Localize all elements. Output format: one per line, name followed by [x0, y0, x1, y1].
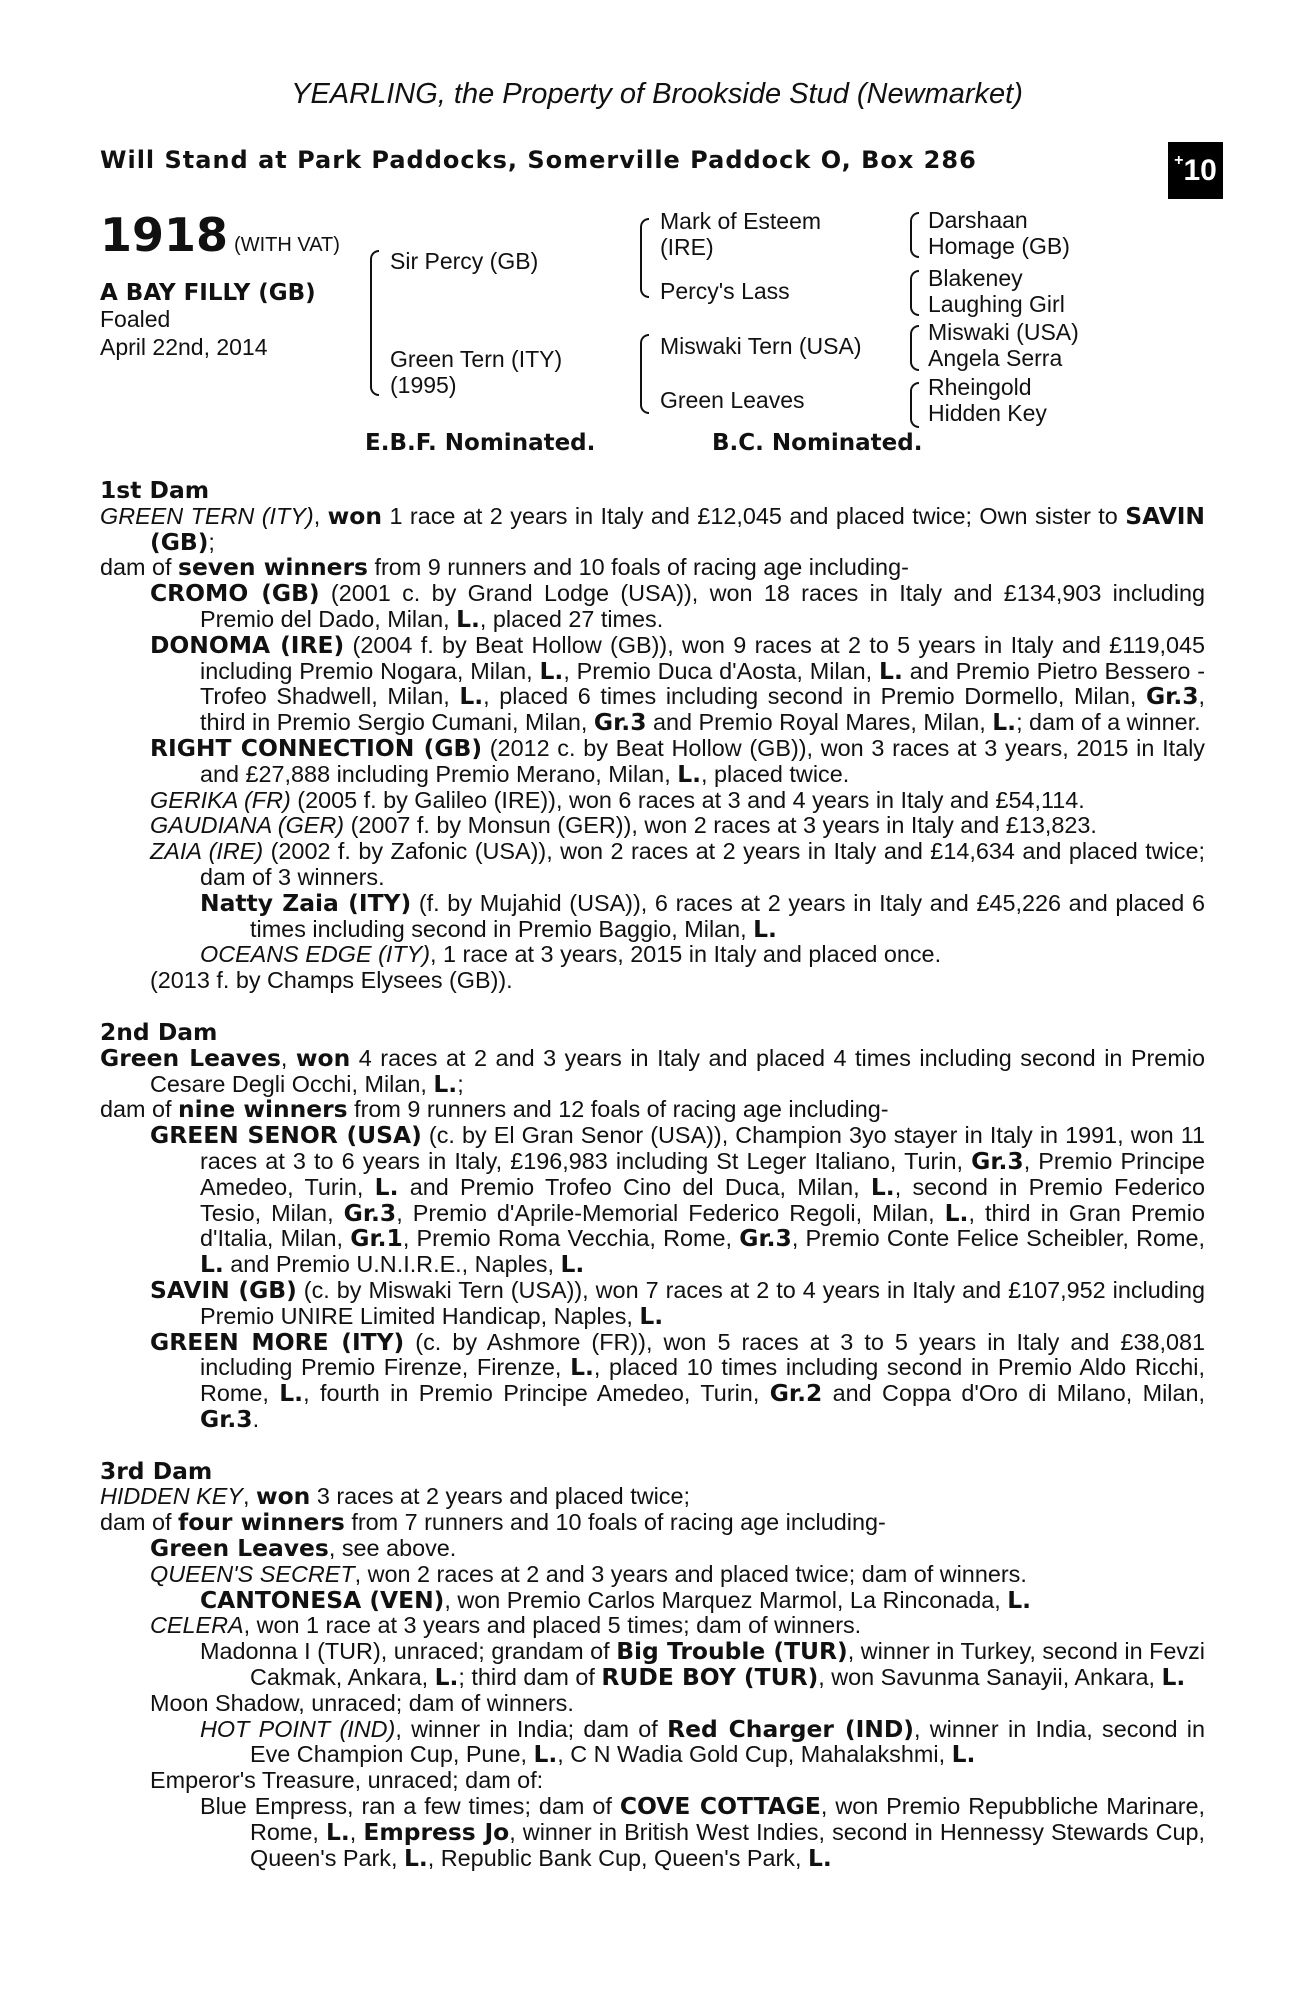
- italic-text: ZAIA (IRE): [150, 838, 264, 865]
- foaled-label: Foaled: [100, 306, 171, 332]
- bold-text: Red Charger (IND): [667, 1714, 914, 1743]
- section-gap: [100, 994, 1205, 1020]
- bold-text: L.: [456, 604, 480, 633]
- entry-text: Moon Shadow, unraced; dam of winners.: [150, 1689, 574, 1716]
- bold-text: Gr.1: [350, 1224, 403, 1253]
- entry-text: , C N Wadia Gold Cup, Mahalakshmi,: [557, 1741, 952, 1768]
- entry-text: (f. by Mujahid (USA)), 6 races at 2 years in Italy and £45,226 and placed 6 times including second in Premio Baggio, Milan,: [250, 889, 1206, 942]
- italic-text: QUEEN'S SECRET: [150, 1560, 355, 1587]
- bold-text: Gr.3: [971, 1146, 1024, 1175]
- bold-text: COVE COTTAGE: [619, 1792, 821, 1821]
- bold-text: L.: [279, 1379, 304, 1408]
- entry-text: from 9 runners and 12 foals of racing age including-: [347, 1096, 889, 1123]
- entry-text: (c. by El Gran Senor (USA)), Champion 3yo stayer in Italy in 1991, won 11 races at 3 to 6 years in Italy, £196,983 including St Leger Italiano, Turin,: [200, 1122, 1205, 1174]
- family-entry: [100, 942, 1205, 968]
- entry-text: ,: [313, 502, 328, 529]
- family-entry: [100, 1562, 1205, 1588]
- entry-text: , winner in India, second in Eve Champion Cup, Pune,: [250, 1715, 1205, 1768]
- entry-text: (2013 f. by Champs Elysees (GB)).: [150, 967, 513, 994]
- entry-text: dam of: [100, 1509, 179, 1536]
- bold-text: SAVIN (GB): [150, 1275, 297, 1304]
- entry-text: (2004 f. by Beat Hollow (GB)), won 9 races at 2 to 5 years in Italy and £119,045 including Premio Nogara, Milan,: [200, 631, 1206, 684]
- entry-text: ;: [457, 1070, 464, 1097]
- sire-dam: Percy's Lass: [660, 278, 790, 304]
- sire-sire: [660, 208, 821, 260]
- bold-text: L.: [200, 1250, 224, 1279]
- bold-text: Natty Zaia (ITY): [200, 888, 412, 917]
- sire-sire-dam: Homage (GB): [928, 233, 1070, 259]
- family-entry: [100, 1510, 1205, 1536]
- entry-text: dam of: [100, 554, 179, 581]
- dam-heading: 1st Dam: [100, 476, 210, 504]
- bold-text: GREEN SENOR (USA): [150, 1121, 422, 1150]
- entry-text: , Premio d'Aprile-Memorial Federico Regoli, Milan,: [396, 1199, 945, 1226]
- entry-text: , placed 10 times including second in Premio Aldo Ricchi, Rome,: [200, 1354, 1205, 1407]
- brace-generation-1: [370, 250, 379, 396]
- family-notes: [100, 478, 1205, 1871]
- family-entry: [100, 968, 1205, 994]
- entry-text: ,: [242, 1483, 256, 1510]
- entry-text: from 9 runners and 10 foals of racing age including-: [367, 554, 909, 581]
- bold-text: L.: [870, 1172, 895, 1201]
- italic-text: GERIKA (FR): [150, 786, 291, 813]
- family-entry: [100, 1275, 1205, 1330]
- entry-text: and Premio Pietro Bessero - Trofeo Shadwell, Milan,: [200, 657, 1206, 710]
- dam: [390, 346, 562, 398]
- stand-location: Will Stand at Park Paddocks, Somerville Paddock O, Box 286: [100, 146, 977, 174]
- bold-text: seven winners: [178, 553, 368, 582]
- family-entry: [100, 788, 1205, 814]
- family-entry: [100, 1639, 1205, 1691]
- family-entry: [100, 501, 1205, 556]
- family-entry: [100, 1613, 1205, 1639]
- entry-text: ; third dam of: [458, 1664, 602, 1691]
- entry-text: , third in Gran Premio d'Italia, Milan,: [200, 1199, 1205, 1252]
- family-entry: [100, 1768, 1205, 1794]
- entry-text: , placed 6 times including second in Premio Dormello, Milan,: [483, 683, 1146, 710]
- brace-gen3-d: [910, 382, 919, 428]
- bold-text: L.: [533, 1740, 558, 1769]
- bold-text: four winners: [178, 1508, 345, 1537]
- bold-text: L.: [560, 1250, 585, 1279]
- gen3-b: [928, 265, 1065, 317]
- bold-text: RUDE BOY (TUR): [601, 1663, 819, 1692]
- entry-text: (2001 c. by Grand Lodge (USA)), won 18 races in Italy and £134,903 including Premio del Dado, Milan,: [200, 580, 1205, 632]
- family-entry: [100, 1794, 1205, 1871]
- entry-text: , fourth in Premio Principe Amedeo, Turin,: [303, 1380, 770, 1407]
- entry-text: and Premio Trofeo Cino del Duca, Milan,: [398, 1173, 871, 1200]
- entry-text: , placed twice.: [701, 760, 850, 787]
- dam-sire: Miswaki Tern (USA): [660, 333, 862, 359]
- entry-text: , won 1 race at 3 years and placed 5 times; dam of winners.: [243, 1612, 862, 1639]
- bold-text: L.: [459, 682, 484, 711]
- dam-dam-dam: Hidden Key: [928, 400, 1047, 426]
- family-entry: [100, 1043, 1206, 1098]
- entry-text: , Premio Conte Felice Scheibler, Rome,: [791, 1225, 1205, 1252]
- bold-text: L.: [403, 1843, 428, 1872]
- entry-text: , won Premio Repubbliche Marinare, Rome,: [250, 1793, 1206, 1845]
- dam-sire-sire: Miswaki (USA): [928, 319, 1079, 345]
- entry-text: ,: [349, 1818, 364, 1845]
- bold-text: Green Leaves: [150, 1534, 329, 1563]
- sire-dam-dam: Laughing Girl: [928, 291, 1065, 317]
- bold-text: Gr.3: [593, 708, 647, 737]
- entry-text: , placed 27 times.: [479, 605, 664, 632]
- family-entry: [100, 888, 1206, 943]
- entry-text: , 1 race at 3 years, 2015 in Italy and placed once.: [430, 941, 942, 968]
- bold-text: nine winners: [178, 1095, 348, 1124]
- entry-text: Emperor's Treasure, unraced; dam of:: [150, 1767, 544, 1794]
- dam-sire-dam: Angela Serra: [928, 345, 1063, 371]
- badge-number: 10: [1183, 153, 1217, 187]
- entry-text: 1 race at 2 years in Italy and £12,045 and placed twice; Own sister to: [382, 502, 1126, 529]
- entry-text: 4 races at 2 and 3 years in Italy and placed 4 times including second in Premio Cesare Degli Occhi, Milan,: [150, 1044, 1206, 1097]
- bold-text: won: [295, 1043, 351, 1072]
- family-entry: [100, 1097, 1205, 1123]
- italic-text: GREEN TERN (ITY): [100, 502, 314, 529]
- bold-text: GREEN MORE (ITY): [150, 1327, 405, 1356]
- bold-text: L.: [539, 656, 564, 685]
- bold-text: Big Trouble (TUR): [616, 1637, 848, 1666]
- entry-text: , won Savunma Sanayii, Ankara,: [818, 1664, 1162, 1691]
- family-entry: [100, 839, 1205, 891]
- bold-text: L.: [944, 1198, 969, 1227]
- entry-text: and Premio Royal Mares, Milan,: [646, 709, 993, 736]
- dam-heading: 3rd Dam: [100, 1456, 213, 1485]
- bold-text: Empress Jo: [363, 1817, 510, 1846]
- family-entry: [100, 1484, 1205, 1510]
- bold-text: CANTONESA (VEN): [200, 1585, 445, 1614]
- stable-badge: [1168, 142, 1223, 199]
- family-entry: [100, 555, 1205, 581]
- entry-text: Madonna I (TUR), unraced; grandam of: [200, 1638, 617, 1665]
- italic-text: GAUDIANA (GER): [150, 812, 345, 839]
- family-entry: [100, 1536, 1205, 1562]
- bold-text: L.: [570, 1353, 594, 1382]
- dam-dam-sire: Rheingold: [928, 374, 1032, 400]
- family-entry: [100, 733, 1205, 788]
- bold-text: L.: [433, 1069, 458, 1098]
- sire-sire-country: (IRE): [660, 234, 714, 260]
- bold-text: L.: [951, 1740, 976, 1769]
- entry-text: ; dam of a winner.: [1016, 709, 1201, 736]
- entry-text: (2007 f. by Monsun (GER)), won 2 races at 3 years in Italy and £13,823.: [344, 812, 1097, 839]
- entry-text: from 7 runners and 10 foals of racing age including-: [344, 1509, 886, 1536]
- italic-text: HIDDEN KEY: [100, 1483, 243, 1510]
- entry-text: , winner in Turkey, second in Fevzi Cakmak, Ankara,: [250, 1638, 1205, 1691]
- entry-text: , second in Premio Federico Tesio, Milan,: [200, 1173, 1205, 1226]
- entry-text: 3 races at 2 years and placed twice;: [310, 1483, 690, 1510]
- bold-text: L.: [992, 708, 1017, 737]
- bold-text: Gr.3: [200, 1404, 253, 1433]
- sire-dam-sire: Blakeney: [928, 265, 1023, 291]
- italic-text: HOT POINT (IND): [200, 1715, 396, 1742]
- gen3-a: [928, 207, 1070, 259]
- entry-text: (c. by Ashmore (FR)), won 5 races at 3 to 5 years in Italy and £38,081 including Premio Firenze, Firenze,: [200, 1328, 1206, 1381]
- bold-text: L.: [639, 1301, 664, 1330]
- family-entry: [100, 1691, 1205, 1717]
- brace-dam-line: [640, 334, 649, 414]
- bold-text: L.: [1161, 1663, 1186, 1692]
- brace-sire-line: [640, 218, 649, 298]
- bold-text: won: [327, 501, 383, 530]
- bold-text: L.: [1007, 1585, 1032, 1614]
- ebf-nomination: E.B.F. Nominated.: [365, 430, 596, 456]
- bold-text: CROMO (GB): [150, 579, 320, 608]
- entry-text: , Premio Principe Amedeo, Turin,: [200, 1147, 1206, 1200]
- italic-text: CELERA: [150, 1612, 244, 1639]
- family-entry: [100, 1123, 1205, 1278]
- entry-text: , won 2 races at 2 and 3 years and placed twice; dam of winners.: [354, 1560, 1027, 1587]
- entry-text: , third in Premio Sergio Cumani, Milan,: [200, 683, 1205, 736]
- bold-text: Gr.3: [739, 1224, 792, 1253]
- entry-text: Blue Empress, ran a few times; dam of: [200, 1793, 620, 1820]
- dam-dam: Green Leaves: [660, 387, 805, 413]
- family-entry: [100, 1714, 1205, 1769]
- bold-text: L.: [374, 1172, 399, 1201]
- badge-mark: +: [1174, 151, 1184, 169]
- bold-text: DONOMA (IRE): [150, 630, 345, 659]
- family-entry: [100, 630, 1206, 737]
- sire-sire-name: Mark of Esteem: [660, 208, 822, 234]
- brace-gen3-c: [910, 325, 919, 371]
- dam-name: Green Tern (ITY): [390, 346, 563, 372]
- bold-text: Green Leaves: [100, 1043, 281, 1072]
- section-gap: [100, 1433, 1205, 1459]
- dam-year: (1995): [390, 372, 457, 398]
- gen3-c: [928, 319, 1079, 371]
- page-title: YEARLING, the Property of Brookside Stud (Newmarket): [291, 78, 1023, 110]
- entry-text: , winner in British West Indies, second in Hennessy Stewards Cup, Queen's Park,: [250, 1818, 1205, 1871]
- brace-gen3-b: [910, 270, 919, 316]
- bc-nomination: B.C. Nominated.: [712, 430, 923, 456]
- entry-text: , winner in India; dam of: [395, 1715, 668, 1742]
- entry-text: (2012 c. by Beat Hollow (GB)), won 3 races at 3 years, 2015 in Italy and £27,888 including Premio Merano, Milan,: [200, 734, 1205, 787]
- dam-heading: 2nd Dam: [100, 1017, 218, 1046]
- entry-text: dam of: [100, 1096, 179, 1123]
- bold-text: L.: [434, 1663, 459, 1692]
- entry-text: and Coppa d'Oro di Milano, Milan,: [822, 1380, 1205, 1407]
- bold-text: Gr.2: [769, 1379, 823, 1408]
- entry-text: (c. by Miswaki Tern (USA)), won 7 races at 2 to 4 years in Italy and £107,952 including Premio UNIRE Limited Handicap, Naples,: [200, 1276, 1205, 1329]
- italic-text: OCEANS EDGE (ITY): [200, 941, 431, 968]
- entry-text: and Premio U.N.I.R.E., Naples,: [223, 1251, 561, 1278]
- bold-text: L.: [677, 759, 701, 788]
- entry-text: , Republic Bank Cup, Queen's Park,: [427, 1844, 808, 1871]
- family-entry: [100, 1585, 1205, 1614]
- entry-text: .: [252, 1405, 260, 1432]
- bold-text: Gr.3: [343, 1198, 397, 1227]
- foaled-date: April 22nd, 2014: [100, 334, 268, 360]
- lot-number: [100, 208, 340, 262]
- entry-text: (2005 f. by Galileo (IRE)), won 6 races at 3 and 4 years in Italy and £54,114.: [290, 786, 1085, 813]
- family-entry: [100, 1327, 1206, 1433]
- lot-description: A BAY FILLY (GB): [100, 280, 316, 306]
- sire: Sir Percy (GB): [390, 248, 539, 274]
- entry-text: , Premio Roma Vecchia, Rome,: [402, 1225, 740, 1252]
- vat-note: (WITH VAT): [234, 234, 340, 256]
- bold-text: L.: [808, 1843, 832, 1872]
- bold-text: L.: [753, 914, 777, 943]
- family-entry: [100, 581, 1205, 633]
- bold-text: SAVIN (GB): [150, 501, 1205, 556]
- brace-gen3-a: [910, 212, 919, 258]
- entry-text: ;: [208, 528, 215, 555]
- foaled-info: [100, 305, 268, 361]
- lot-number-value: 1918: [100, 208, 229, 262]
- bold-text: L.: [879, 656, 903, 685]
- entry-text: , Premio Duca d'Aosta, Milan,: [563, 657, 880, 684]
- entry-text: , see above.: [328, 1535, 457, 1562]
- entry-text: ,: [280, 1044, 296, 1071]
- entry-text: , won Premio Carlos Marquez Marmol, La Rinconada,: [444, 1586, 1008, 1613]
- gen3-d: [928, 374, 1047, 426]
- sire-sire-sire: Darshaan: [928, 207, 1028, 233]
- bold-text: won: [255, 1482, 311, 1511]
- entry-text: (2002 f. by Zafonic (USA)), won 2 races at 2 years in Italy and £14,634 and placed twice; dam of 3 winners.: [200, 838, 1206, 890]
- bold-text: L.: [325, 1817, 350, 1846]
- family-entry: [100, 813, 1205, 839]
- bold-text: RIGHT CONNECTION (GB): [150, 733, 483, 762]
- bold-text: Gr.3: [1145, 682, 1199, 711]
